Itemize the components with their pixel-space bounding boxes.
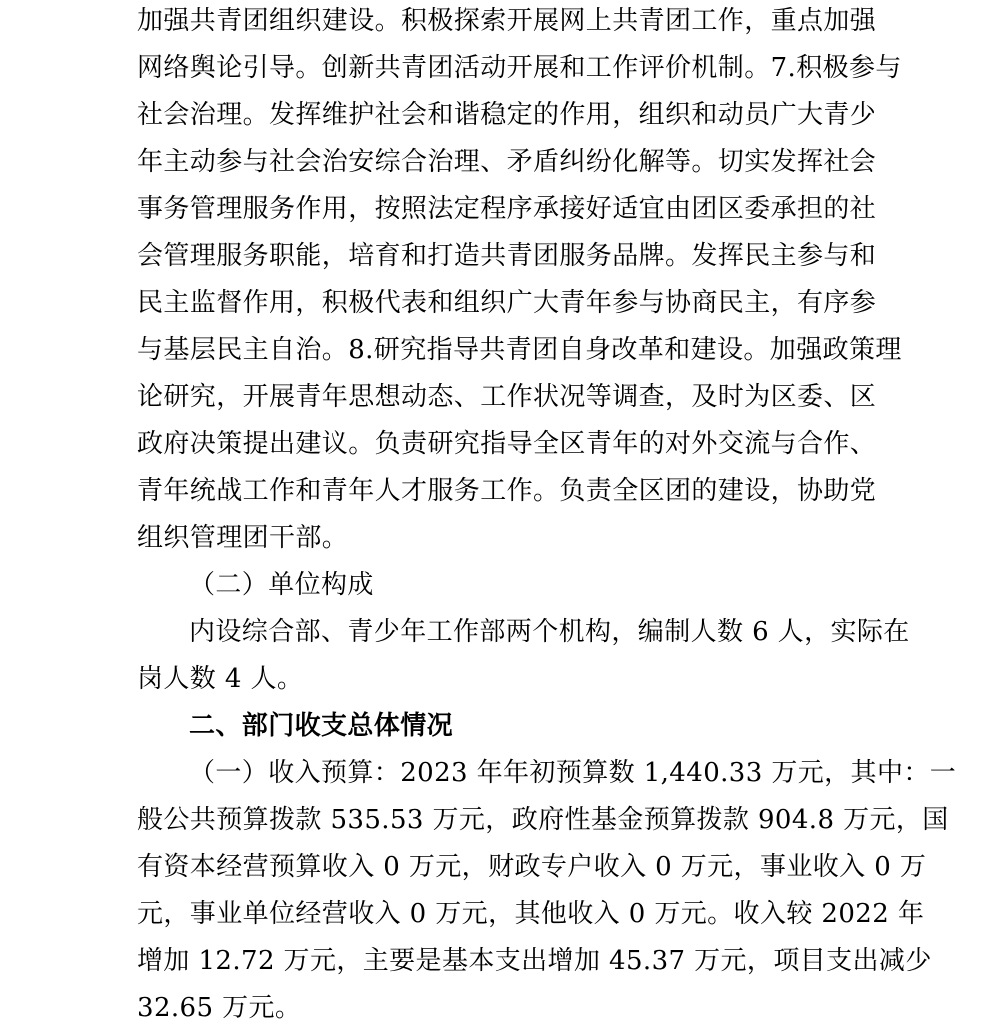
paragraph-line: 有资本经营预算收入 0 万元，财政专户收入 0 万元，事业收入 0 万 bbox=[137, 852, 927, 882]
section-heading: 二、部门收支总体情况 bbox=[189, 711, 454, 741]
paragraph-line: 与基层民主自治。8.研究指导共青团自身改革和建设。加强政策理 bbox=[137, 335, 902, 365]
paragraph-line: 加强共青团组织建设。积极探索开展网上共青团工作，重点加强 bbox=[137, 6, 877, 36]
paragraph-line: 民主监督作用，积极代表和组织广大青年参与协商民主，有序参 bbox=[137, 288, 877, 318]
paragraph-line: 年主动参与社会治安综合治理、矛盾纠纷化解等。切实发挥社会 bbox=[137, 147, 877, 177]
paragraph-line: 32.65 万元。 bbox=[137, 993, 302, 1023]
paragraph-line: 事务管理服务作用，按照法定程序承接好适宜由团区委承担的社 bbox=[137, 194, 877, 224]
paragraph-line: 增加 12.72 万元，主要是基本支出增加 45.37 万元，项目支出减少 bbox=[137, 946, 932, 976]
paragraph-line: 内设综合部、青少年工作部两个机构，编制人数 6 人，实际在 bbox=[189, 617, 910, 647]
paragraph-line: 会管理服务职能，培育和打造共青团服务品牌。发挥民主参与和 bbox=[137, 241, 877, 271]
paragraph-line: 组织管理团干部。 bbox=[137, 523, 349, 553]
subsection-heading: （二）单位构成 bbox=[189, 570, 374, 600]
paragraph-line: 政府决策提出建议。负责研究指导全区青年的对外交流与合作、 bbox=[137, 429, 877, 459]
paragraph-line: 岗人数 4 人。 bbox=[137, 664, 304, 694]
paragraph-line: 社会治理。发挥维护社会和谐稳定的作用，组织和动员广大青少 bbox=[137, 100, 877, 130]
paragraph-line: 般公共预算拨款 535.53 万元，政府性基金预算拨款 904.8 万元，国 bbox=[137, 805, 949, 835]
paragraph-line: 青年统战工作和青年人才服务工作。负责全区团的建设，协助党 bbox=[137, 476, 877, 506]
paragraph-line: 论研究，开展青年思想动态、工作状况等调查，及时为区委、区 bbox=[137, 382, 877, 412]
paragraph-line: 网络舆论引导。创新共青团活动开展和工作评价机制。7.积极参与 bbox=[137, 53, 902, 83]
paragraph-line: 元，事业单位经营收入 0 万元，其他收入 0 万元。收入较 2022 年 bbox=[137, 899, 925, 929]
paragraph-line: （一）收入预算：2023 年年初预算数 1,440.33 万元，其中：一 bbox=[189, 758, 957, 788]
